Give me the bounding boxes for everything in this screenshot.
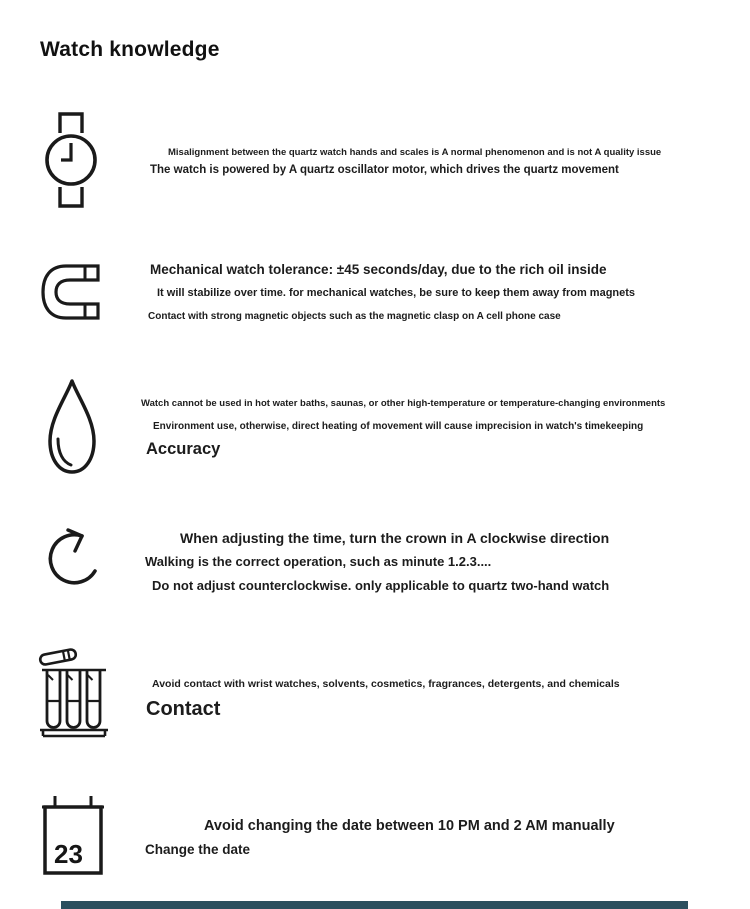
quartz-note-2: The watch is powered by A quartz oscillator motor, which drives the quartz movement: [150, 164, 619, 176]
clockwise-arrow-icon: [42, 517, 106, 593]
change-date-label: Change the date: [145, 842, 251, 857]
magnet-note-1: Mechanical watch tolerance: ±45 seconds/day, due to the rich oil inside: [150, 262, 607, 277]
temperature-note-1: Watch cannot be used in hot water baths, saunas, or other high-temperature or temperature-changing environments: [141, 398, 666, 409]
magnet-note-3: Contact with strong magnetic objects such as the magnetic clasp on A cell phone case: [148, 311, 561, 322]
water-drop-icon: [43, 377, 101, 479]
crown-note-1: When adjusting the time, turn the crown in A clockwise direction: [180, 530, 610, 546]
quartz-note-1: Misalignment between the quartz watch hands and scales is A normal phenomenon and is not A quality issue: [168, 147, 662, 158]
crown-note-3: Do not adjust counterclockwise. only applicable to quartz two-hand watch: [152, 578, 610, 593]
date-note-1: Avoid changing the date between 10 PM and 2 AM manually: [204, 818, 615, 834]
temperature-note-2: Environment use, otherwise, direct heating of movement will cause imprecision in watch's timekeeping: [153, 421, 644, 432]
crown-note-2: Walking is the correct operation, such as minute 1.2.3....: [145, 554, 492, 569]
magnet-note-2: It will stabilize over time. for mechanical watches, be sure to keep them away from magnets: [157, 287, 636, 299]
test-tubes-icon: [36, 643, 112, 743]
wristwatch-icon: [42, 110, 100, 210]
chemicals-note-1: Avoid contact with wrist watches, solvents, cosmetics, fragrances, detergents, and chemicals: [152, 678, 620, 690]
calendar-day-number: 23: [54, 839, 83, 869]
page-title: Watch knowledge: [40, 38, 220, 61]
magnet-icon: [40, 262, 102, 322]
accuracy-label: Accuracy: [146, 440, 221, 458]
footer-bar: [61, 901, 688, 909]
contact-label: Contact: [146, 698, 221, 720]
